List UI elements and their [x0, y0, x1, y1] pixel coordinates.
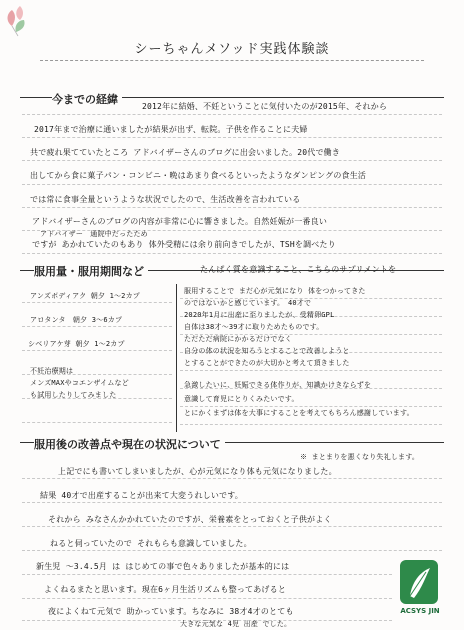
- section1-line: 共で疲れ果てていたところ アドバイザーさんのブログに出会いました。20代で働き: [30, 148, 341, 157]
- section1-line: ですが あかれていたのもあり 体外受精には余り前向きでしたが、TSHを調べたり: [32, 240, 336, 249]
- ruled-line: [22, 137, 442, 138]
- ruled-line: [22, 253, 442, 254]
- section3-note: ※ まとまりを悪くなり失礼します。: [300, 453, 420, 461]
- section3-line: ねると伺っていたので それもらも意識していました。: [50, 539, 252, 548]
- section2-intro: たんぱく質を意識すること、こちらのサプリメントを: [200, 265, 397, 274]
- supplement-item: アロタンタ 朝夕 3〜6カプ: [30, 316, 123, 324]
- section3-line: 新生児 〜3.4.5月 は はじめての事で色々ありましたが基本的には: [36, 562, 290, 571]
- section2-right-line: とすることができたのが大切かと考えて頂きました: [184, 359, 350, 367]
- ruled-line: [22, 502, 442, 503]
- section1-line: 出してから食に菓子パン・コンビニ・晩はあまり食べるといったようなダンピングの食生活: [30, 171, 367, 180]
- section3-line: 夜によくねて元気で 助かっています。ちなみに 38才4才のとても: [48, 607, 294, 616]
- section3-line: 大きな元気な 4児 出産 でした。: [180, 620, 292, 628]
- section3-line: よくねるまたと思います。現在6ヶ月生活リズムも整ってあげると: [44, 585, 287, 594]
- ruled-line: [22, 550, 442, 551]
- section2-right-line: のではないかと感じています。 40才で: [184, 299, 312, 307]
- section2-column-divider: [176, 284, 177, 432]
- ruled-line: [22, 207, 442, 208]
- section2-right-line: 服用することで まだ心が元気になり 体をつかってきた: [184, 287, 366, 295]
- other-note-line: 不妊治療期は: [30, 367, 74, 375]
- section1-line: では常に食事全量というような状況でしたので、生活改善を言われている: [30, 195, 301, 204]
- ruled-line: [22, 160, 442, 161]
- section2-right-line: とにかくまずは体を大事にすることを考えてもちろん感謝しています。: [184, 409, 414, 417]
- leaf-ornament-icon: [4, 4, 34, 38]
- section3-line: 結果 40才で出産することが出来て大変うれしいです。: [40, 491, 244, 500]
- section3-line: 上記でにも書いてしまいましたが、心が元気になり体も元気になりました。: [58, 467, 337, 476]
- ruled-line: [22, 114, 442, 115]
- other-note-line: も試用したりしてみました: [30, 391, 117, 399]
- ruled-line: [180, 406, 442, 407]
- section2-right-line: ただただ病院にかかるだけでなく: [184, 335, 292, 343]
- ruled-line: [180, 370, 442, 371]
- ruled-line: [22, 422, 172, 423]
- ruled-line: [22, 598, 392, 599]
- supplement-item: アンズボディアク 朝夕 1〜2カプ: [30, 292, 140, 300]
- ruled-line: [22, 302, 172, 303]
- supplement-item: シベリアケ芽 朝夕 1〜2カプ: [28, 340, 125, 348]
- section1-line: 2012年に結婚、不妊ということに気付いたのが2015年、それから: [142, 102, 388, 111]
- section1-label: 今までの経緯: [52, 91, 122, 107]
- section3-label: 服用後の改善点や現在の状況について: [34, 436, 225, 452]
- section1-small-note: アドバイザー 通院中だったため: [40, 230, 148, 238]
- section2-right-line: 2020年1月に出産に至りましたが、受精卵GPL: [184, 311, 335, 319]
- ruled-line: [180, 424, 442, 425]
- page-title: シーちゃんメソッド実践体験談: [134, 42, 330, 57]
- section2-right-line: 自体は38才〜39才に取りためたものです。: [184, 323, 324, 331]
- section1-line: 2017年まで治療に通いましたが結果が出ず、転院。子供を作ることに夫婦: [34, 125, 308, 134]
- section3-line: それから みなさんかかれていたのですが、栄養素をとっておくと子供がよく: [48, 515, 332, 524]
- section1-line: アドバイザーさんのブログの内容が非常に心に響きました。自然妊娠が一番良い: [32, 217, 328, 226]
- section2-label: 服用量・服用期間など: [34, 263, 148, 279]
- logo-text: ACSYS JIN: [400, 607, 440, 615]
- section2-right-line: 意識して育児にとりくみたいです。: [184, 395, 299, 403]
- other-note-line: メンズMAXやコエンザイムなど: [30, 379, 129, 387]
- ruled-line: [22, 350, 172, 351]
- ruled-line: [22, 526, 442, 527]
- ruled-line: [22, 574, 392, 575]
- ruled-line: [22, 184, 442, 185]
- ruled-line: [22, 478, 442, 479]
- title-divider: [40, 60, 424, 61]
- ruled-line: [22, 326, 172, 327]
- section2-right-line: 自分の体の状況を知ろうとすることで改善しようと: [184, 347, 350, 355]
- section2-right-line: 急激したいに、妊娠できる体作りが、知識かけきならずを: [184, 381, 372, 389]
